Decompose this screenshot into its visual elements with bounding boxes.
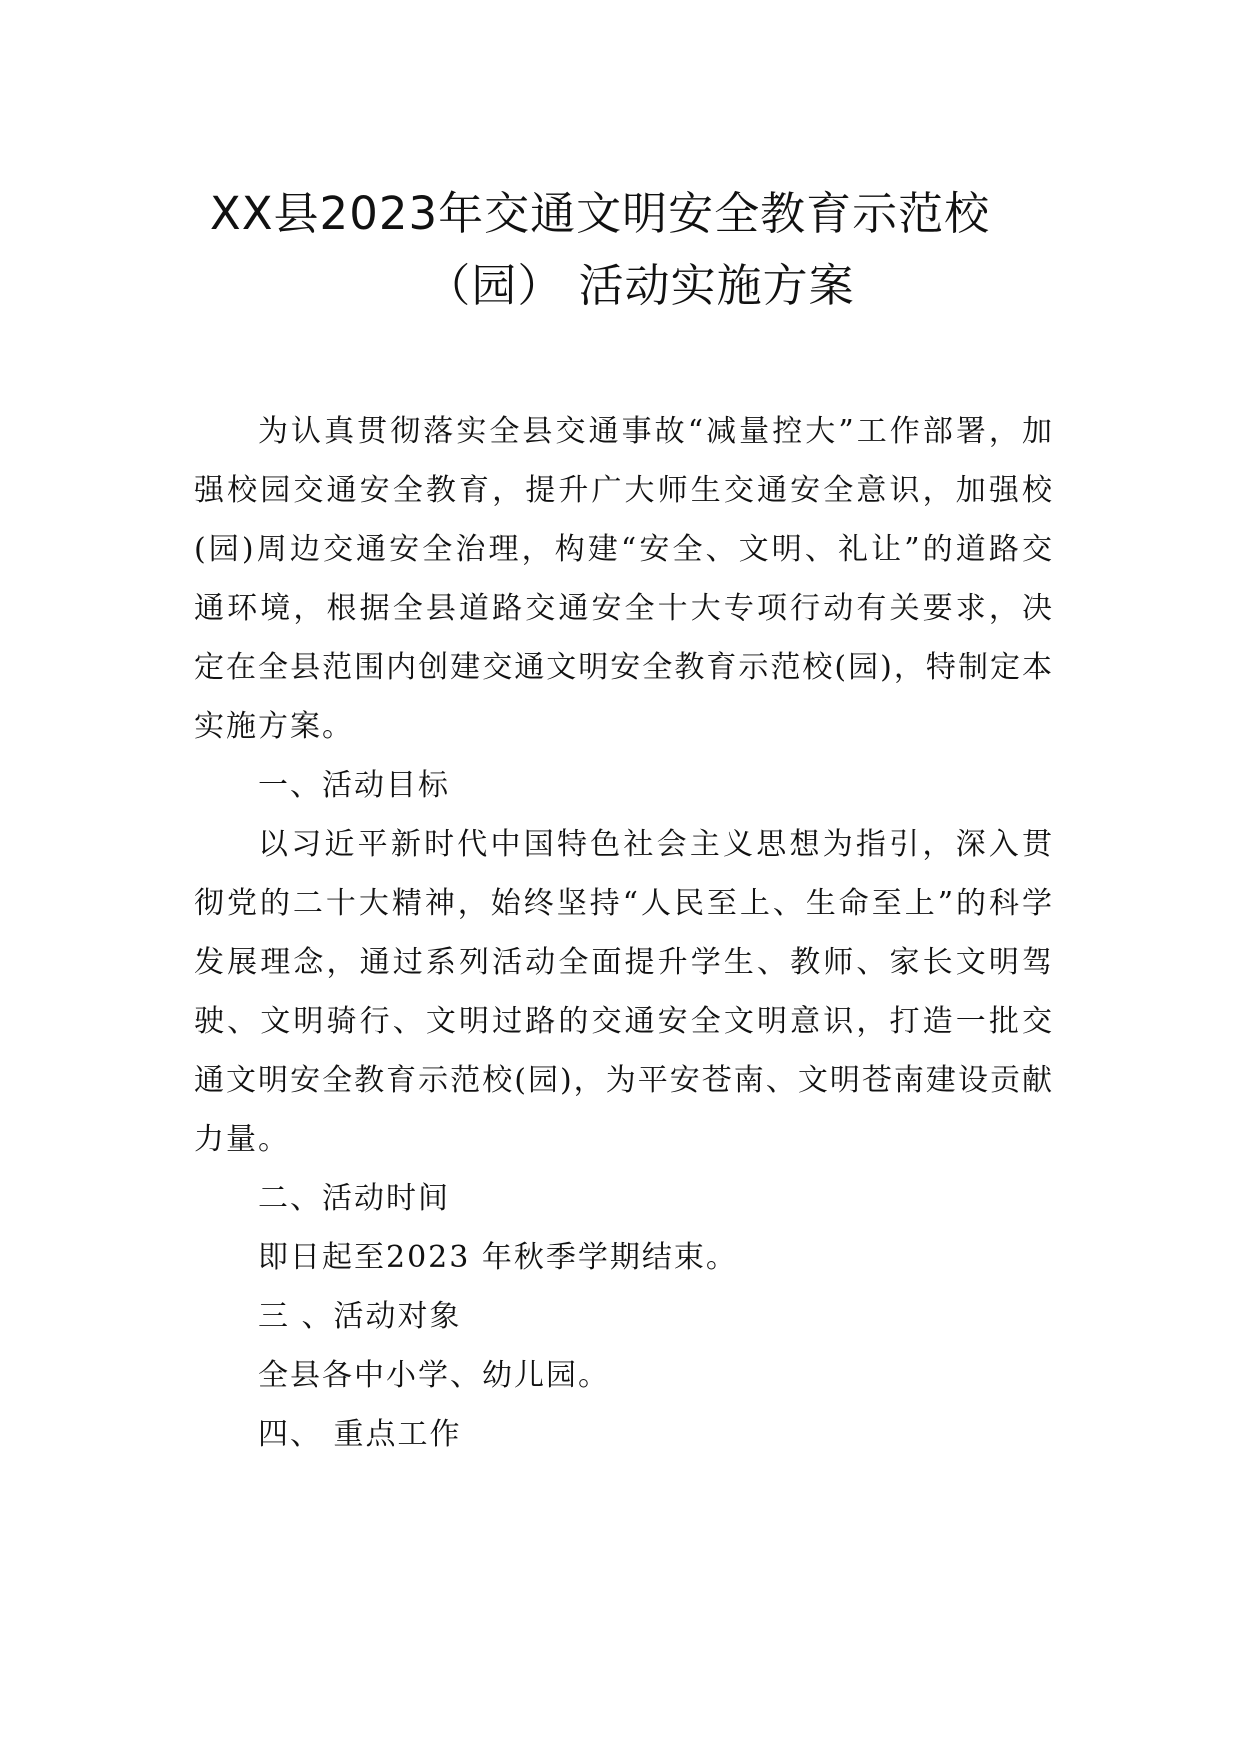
section-heading-goal: 一、活动目标	[258, 768, 450, 803]
section-heading-key-work: 四、 重点工作	[258, 1417, 462, 1452]
intro-paragraph: 为认真贯彻落实全县交通事故“减量控大”工作部署，加强校园交通安全教育，提升广大师生交通安全意识，加强校(园)周边交通安全治理，构建“安全、文明、礼让”的道路交通环境，根据全县道路交通安全十大专项行动有关要求，决定在全县范围内创建交通文明安全教育示范校(园)，特制定本实施方案。	[194, 414, 1054, 744]
title-line-2: （园） 活动实施方案	[425, 259, 855, 312]
section-heading-target: 三 、活动对象	[258, 1299, 462, 1334]
section-text-time: 即日起至2023 年秋季学期结束。	[258, 1240, 738, 1275]
section-heading-time: 二、活动时间	[258, 1181, 450, 1216]
title-line-1: XX县2023年交通文明安全教育示范校	[209, 187, 991, 240]
section-text-target: 全县各中小学、幼儿园。	[258, 1358, 610, 1393]
document-title	[0, 178, 1240, 322]
document-body	[194, 402, 1054, 1464]
section-text-goal: 以习近平新时代中国特色社会主义思想为指引，深入贯彻党的二十大精神，始终坚持“人民至上、生命至上”的科学发展理念，通过系列活动全面提升学生、教师、家长文明驾驶、文明骑行、文明过路的交通安全文明意识，打造一批交通文明安全教育示范校(园)，为平安苍南、文明苍南建设贡献力量。	[194, 827, 1054, 1157]
